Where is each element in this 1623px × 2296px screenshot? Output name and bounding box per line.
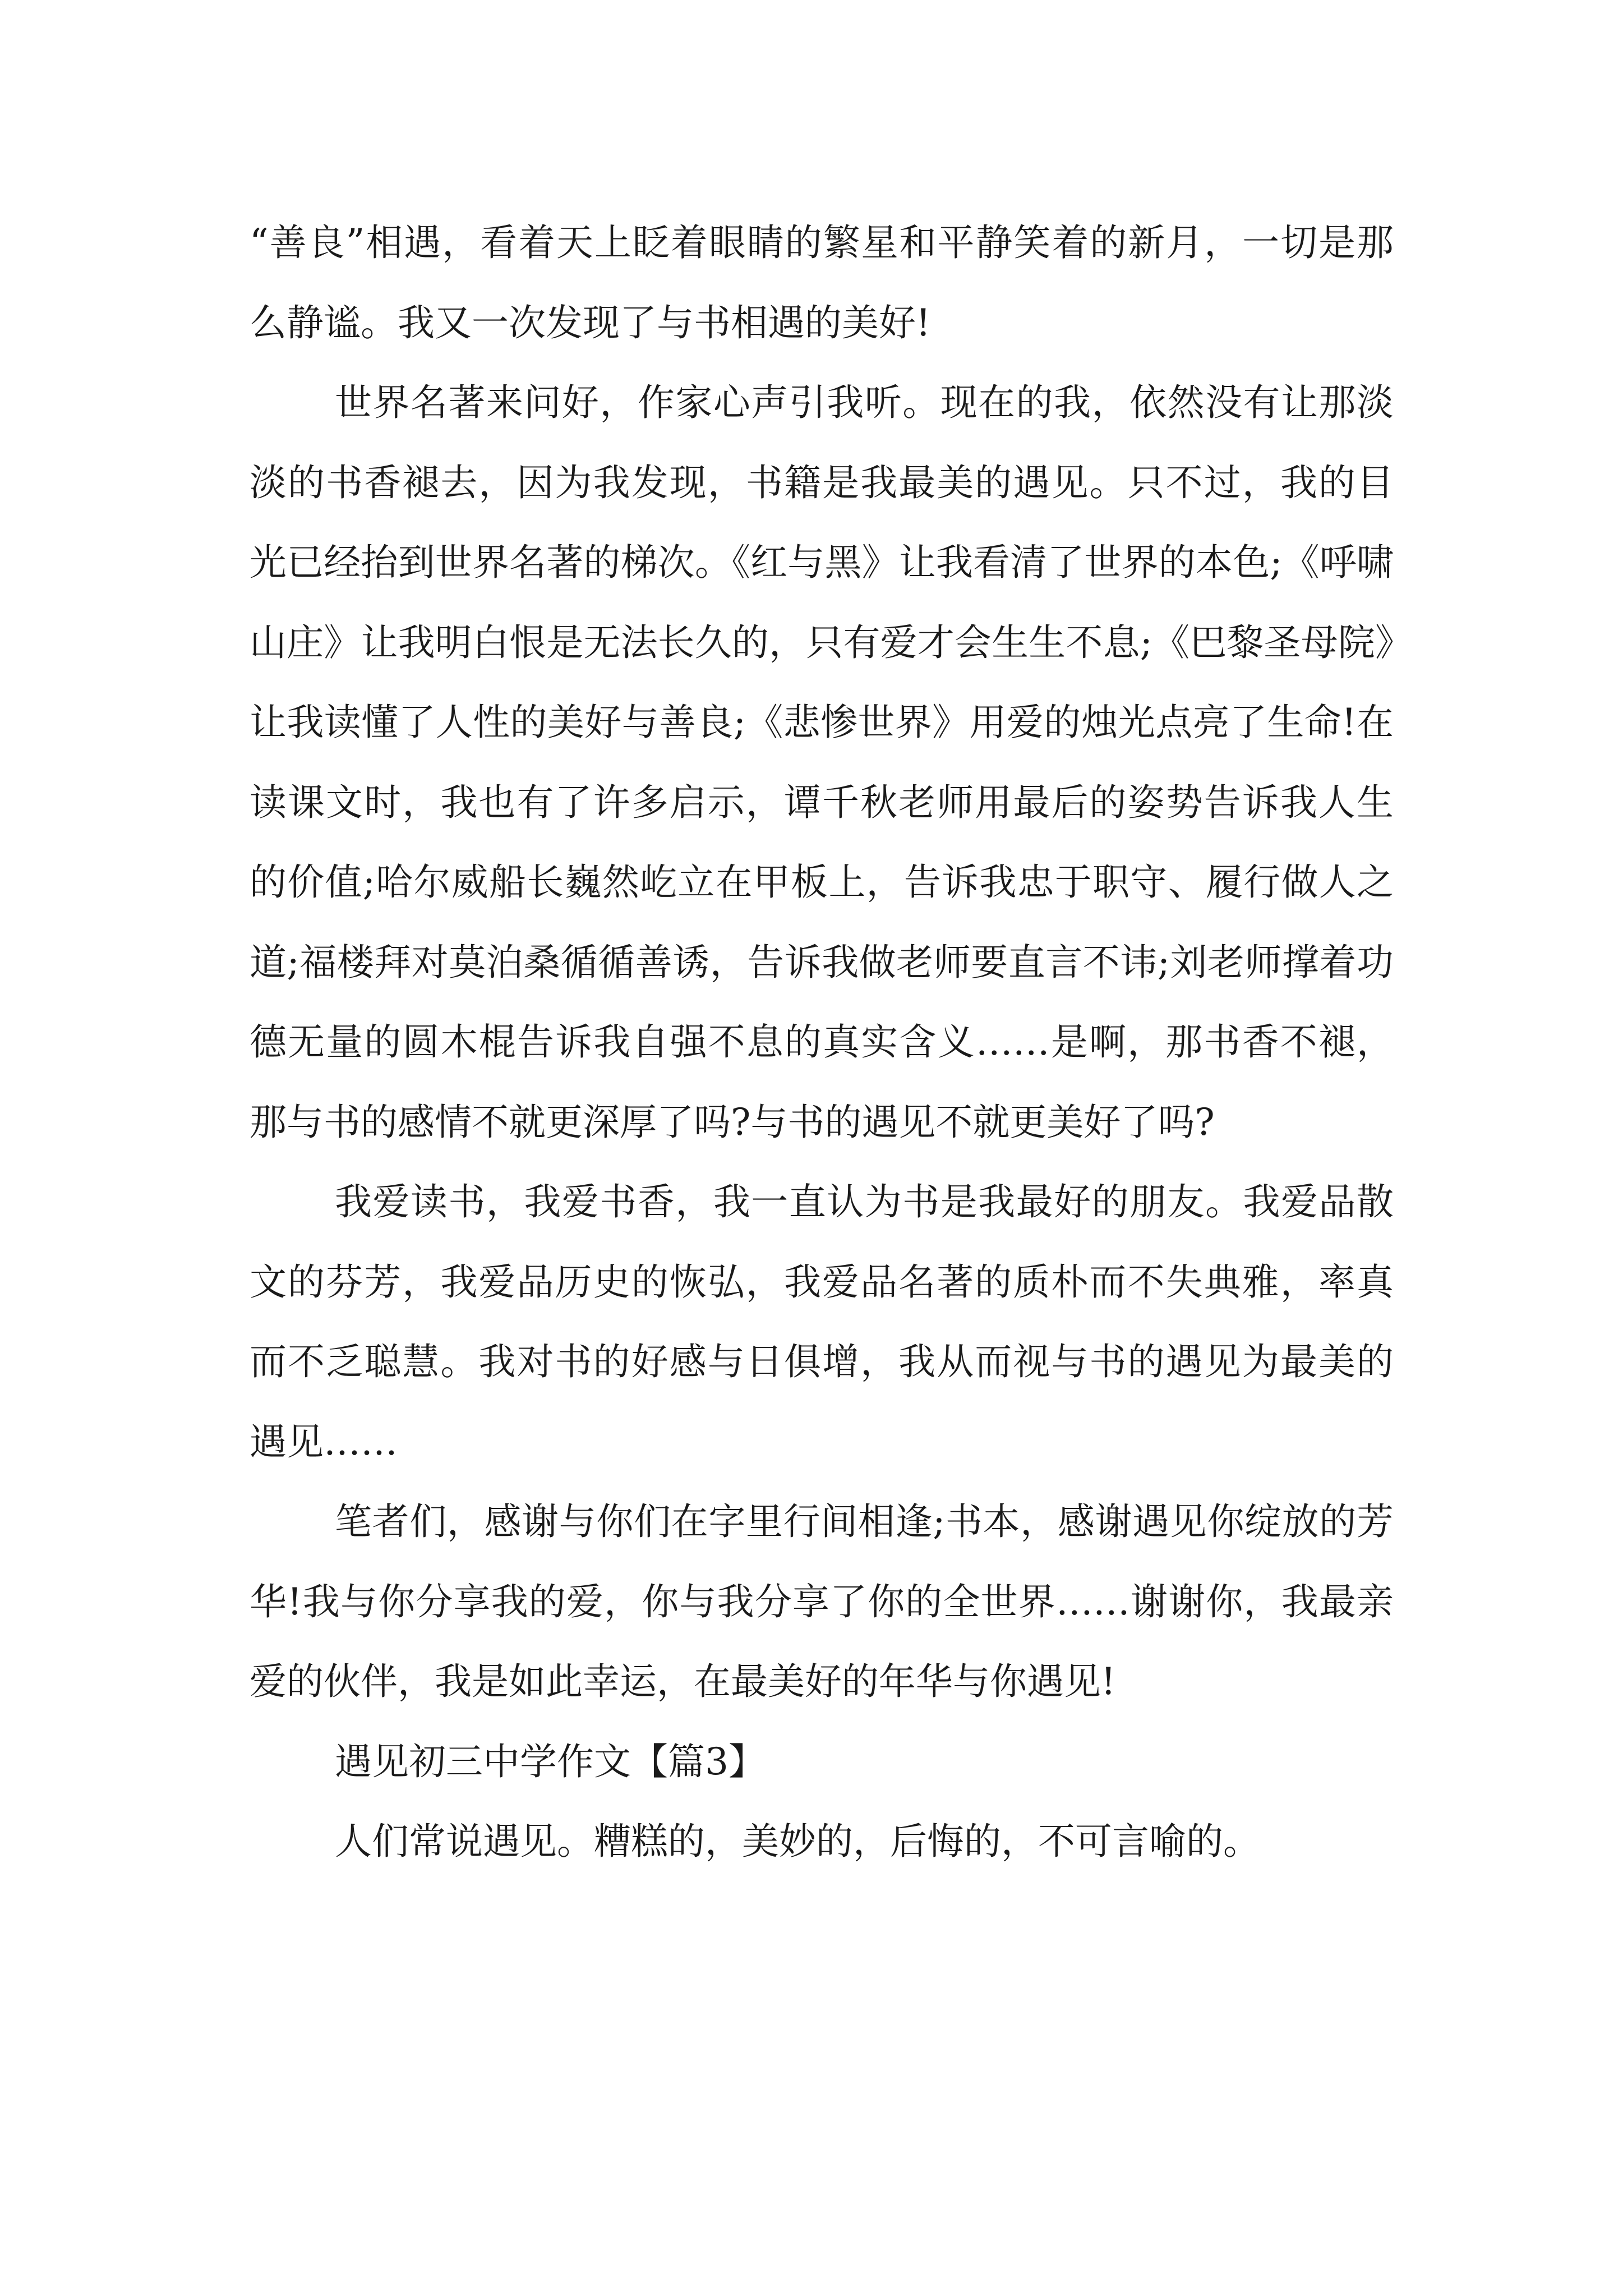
paragraph-world-classics: 世界名著来问好，作家心声引我听。现在的我，依然没有让那淡淡的书香褪去，因为我发现，书籍是我最美的遇见。只不过，我的目光已经抬到世界名著的梯次。《红与黑》让我看清了世界的本色;《呼啸山庄》让我明白恨是无法长久的，只有爱才会生生不息;《巴黎圣母院》让我读懂了人性的美好与善良;《悲惨世界》用爱的烛光点亮了生命!在读课文时，我也有了许多启示，谭千秋老师用最后的姿势告诉我人生的价值;哈尔威船长巍然屹立在甲板上，告诉我忠于职守、履行做人之道;福楼拜对莫泊桑循循善诱，告诉我做老师要直言不讳;刘老师撑着功德无量的圆木棍告诉我自强不息的真实含义……是啊，那书香不褪，那与书的感情不就更深厚了吗?与书的遇见不就更美好了吗? <box>250 381 1394 1144</box>
essay-heading: 遇见初三中学作文【篇3】 <box>335 1740 766 1783</box>
document-body <box>250 203 1394 1882</box>
paragraph-continued: “善良”相遇，看着天上眨着眼睛的繁星和平静笑着的新月，一切是那么静谧。我又一次发现了与书相遇的美好! <box>250 221 1394 344</box>
paragraph-love-reading: 我爱读书，我爱书香，我一直认为书是我最好的朋友。我爱品散文的芬芳，我爱品历史的恢弘，我爱品名著的质朴而不失典雅，率真而不乏聪慧。我对书的好感与日俱增，我从而视与书的遇见为最美的遇见…… <box>250 1180 1394 1464</box>
paragraph-thanks-authors: 笔者们，感谢与你们在字里行间相逢;书本，感谢遇见你绽放的芳华!我与你分享我的爱，你与我分享了你的全世界……谢谢你，我最亲爱的伙伴，我是如此幸运，在最美好的年华与你遇见! <box>250 1500 1394 1703</box>
paragraph-essay-3-opening: 人们常说遇见。糟糕的，美妙的，后悔的，不可言喻的。 <box>335 1820 1260 1863</box>
